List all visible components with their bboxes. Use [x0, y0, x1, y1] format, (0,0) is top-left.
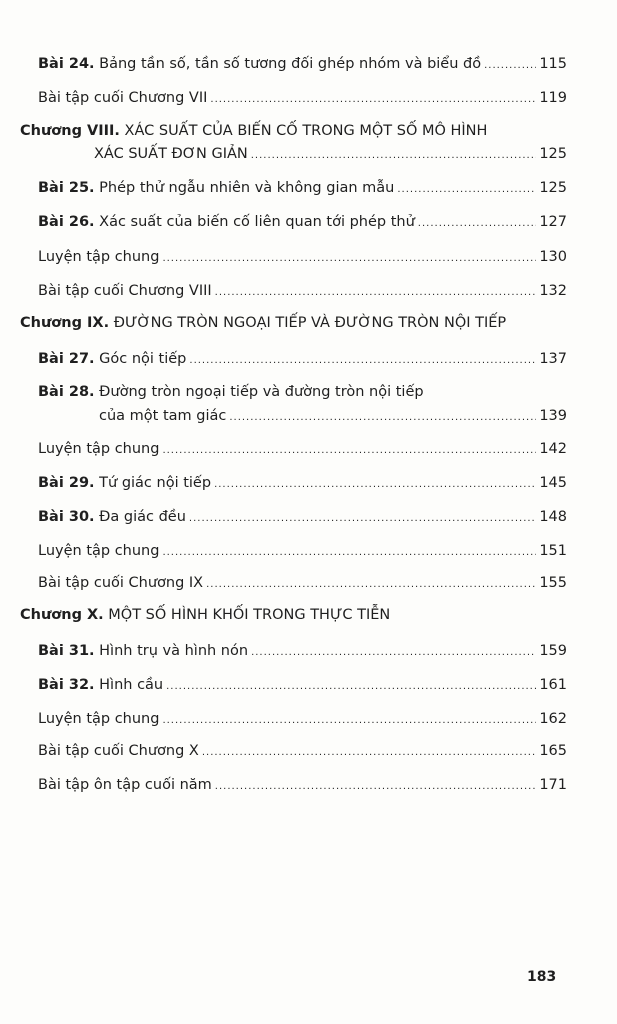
dot-leader [484, 55, 536, 77]
toc-prefix: Bài 28. [38, 384, 95, 400]
dot-leader [162, 710, 536, 732]
toc-title: ĐƯỜNG TRÒN NGOẠI TIẾP VÀ ĐƯỜNG TRÒN NỘI TIẾP [113, 315, 507, 331]
toc-chapter-8 [20, 120, 567, 142]
toc-page: 171 [539, 777, 567, 793]
toc-title: Góc nội tiếp [99, 351, 187, 367]
dot-leader [162, 248, 536, 270]
toc-page: 142 [539, 441, 567, 457]
dot-leader [162, 440, 536, 462]
dot-leader [229, 407, 536, 429]
toc-entry-bai-32 [38, 674, 567, 698]
toc-prefix: Bài 25. [38, 180, 95, 196]
toc-page: 161 [539, 677, 567, 693]
toc-entry-final-review [38, 774, 567, 798]
toc-entry-practice-3 [38, 540, 567, 564]
dot-leader [215, 282, 537, 304]
toc-title: Luyện tập chung [38, 249, 160, 265]
toc-page: 145 [539, 475, 567, 491]
toc-title: Xác suất của biến cố liên quan tới phép thử [99, 214, 415, 230]
toc-page: 125 [539, 146, 567, 162]
toc-page: 139 [539, 408, 567, 424]
toc-title: Luyện tập chung [38, 441, 160, 457]
toc-title: Bài tập cuối Chương X [38, 743, 199, 759]
toc-prefix: Chương X. [20, 607, 104, 623]
toc-title: Tứ giác nội tiếp [99, 475, 212, 491]
toc-title: Luyện tập chung [38, 711, 160, 727]
toc-title: Đường tròn ngoại tiếp và đường tròn nội tiếp [99, 384, 424, 400]
dot-leader [189, 350, 536, 372]
toc-title: Bảng tần số, tần số tương đối ghép nhóm và biểu đồ [99, 56, 482, 72]
toc-prefix: Bài 27. [38, 351, 95, 367]
toc-title: Bài tập cuối Chương VII [38, 90, 208, 106]
dot-leader [210, 89, 536, 111]
toc-prefix: Bài 29. [38, 475, 95, 491]
toc-prefix: Bài 30. [38, 509, 95, 525]
dot-leader [189, 508, 536, 530]
toc-entry-bai-31 [38, 640, 567, 664]
dot-leader [166, 676, 536, 698]
toc-title: Bài tập cuối Chương VIII [38, 283, 212, 299]
toc-title: Bài tập ôn tập cuối năm [38, 777, 212, 793]
dot-leader [206, 574, 536, 596]
toc-entry-review-ch7 [38, 87, 567, 111]
toc-page: 148 [539, 509, 567, 525]
toc-prefix: Chương VIII. [20, 123, 120, 139]
toc-entry-bai-29 [38, 472, 567, 496]
toc-title: Đa giác đều [99, 509, 186, 525]
toc-entry-review-ch9 [38, 572, 567, 596]
dot-leader [202, 742, 536, 764]
toc-title: Hình trụ và hình nón [99, 643, 249, 659]
dot-leader [251, 145, 537, 167]
toc-page: 159 [539, 643, 567, 659]
toc-entry-practice-1 [38, 246, 567, 270]
toc-title: MỘT SỐ HÌNH KHỐI TRONG THỰC TIỄN [108, 607, 391, 623]
toc-page: 155 [539, 575, 567, 591]
dot-leader [162, 542, 536, 564]
toc-chapter-9 [20, 312, 567, 334]
toc-entry-bai-28-continued [99, 405, 567, 429]
toc-page: 119 [539, 90, 567, 106]
toc-title: Luyện tập chung [38, 543, 160, 559]
toc-prefix: Chương IX. [20, 315, 110, 331]
toc-title: Hình cầu [99, 677, 164, 693]
toc-entry-review-ch10 [38, 740, 567, 764]
toc-entry-practice-2 [38, 438, 567, 462]
toc-prefix: Bài 26. [38, 214, 95, 230]
toc-entry-bai-25 [38, 177, 567, 201]
toc-prefix: Bài 32. [38, 677, 95, 693]
toc-title-line2: XÁC SUẤT ĐƠN GIẢN [94, 146, 248, 162]
toc-page: 130 [539, 249, 567, 265]
toc-entry-bai-26 [38, 211, 567, 235]
page-number: 183 [527, 969, 557, 985]
toc-page: 127 [539, 214, 567, 230]
toc-prefix: Bài 24. [38, 56, 95, 72]
toc-entry-bai-27 [38, 348, 567, 372]
toc-entry-review-ch8 [38, 280, 567, 304]
toc-page: 165 [539, 743, 567, 759]
toc-chapter-10 [20, 604, 567, 626]
toc-page: 151 [539, 543, 567, 559]
toc-chapter-8-continued [94, 143, 567, 167]
toc-prefix: Bài 31. [38, 643, 95, 659]
toc-page: 132 [539, 283, 567, 299]
toc-title: Bài tập cuối Chương IX [38, 575, 204, 591]
dot-leader [397, 179, 536, 201]
toc-entry-bai-30 [38, 506, 567, 530]
dot-leader [215, 776, 537, 798]
toc-page: 137 [539, 351, 567, 367]
toc-title-line2: của một tam giác [99, 408, 227, 424]
toc-page: 125 [539, 180, 567, 196]
dot-leader [251, 642, 536, 664]
toc-entry-practice-4 [38, 708, 567, 732]
dot-leader [418, 213, 537, 235]
toc-title: Phép thử ngẫu nhiên và không gian mẫu [99, 180, 395, 196]
dot-leader [214, 474, 536, 496]
toc-page: 162 [539, 711, 567, 727]
toc-entry-bai-28 [38, 381, 567, 403]
toc-page: 115 [539, 56, 567, 72]
toc-title: XÁC SUẤT CỦA BIẾN CỐ TRONG MỘT SỐ MÔ HÌNH [124, 123, 488, 139]
toc-entry-bai-24 [38, 53, 567, 77]
